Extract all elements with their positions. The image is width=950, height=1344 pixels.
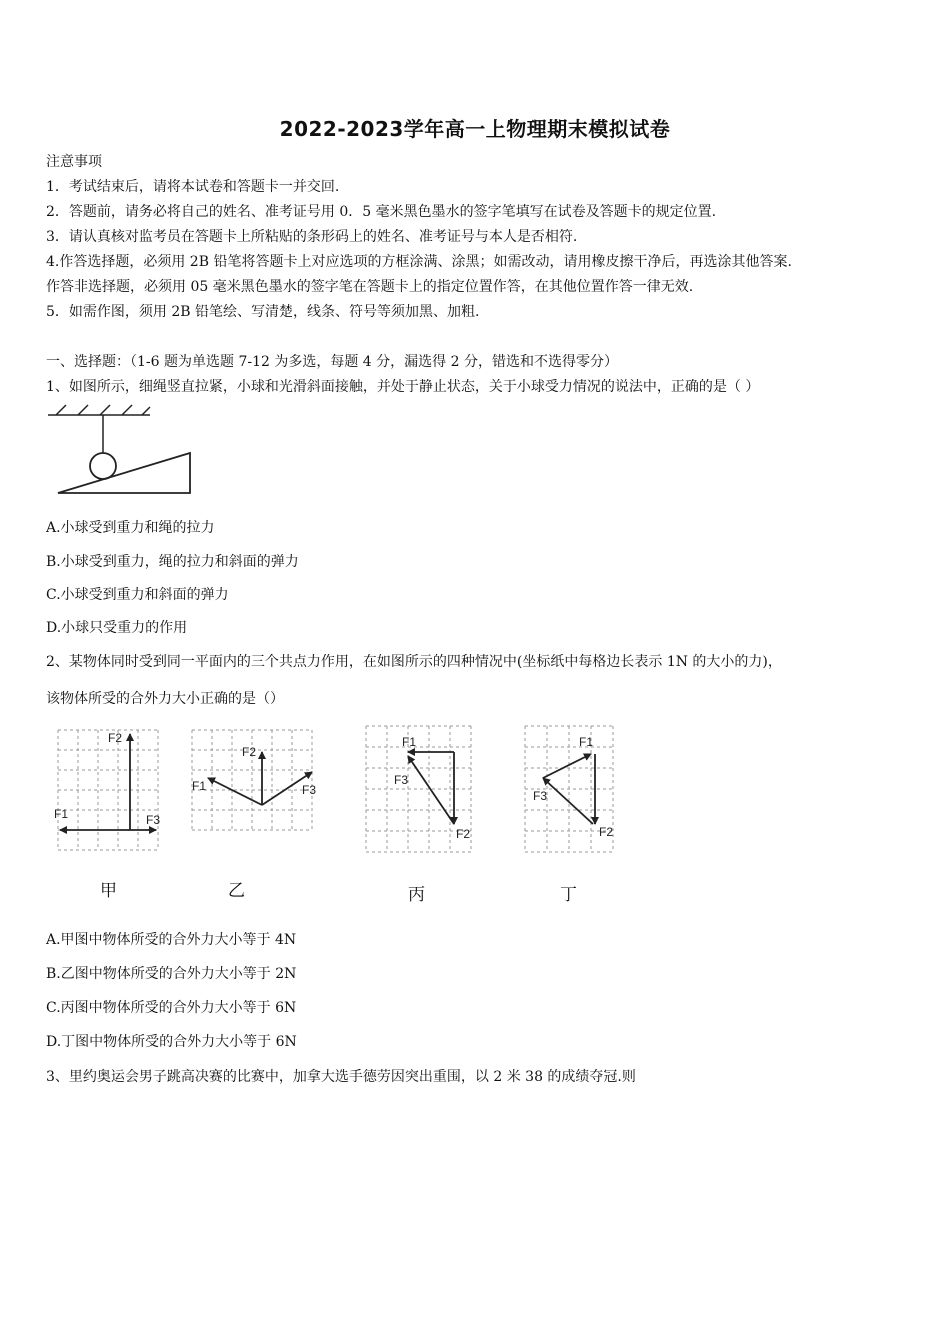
jia-f3-label: F3 xyxy=(146,813,161,827)
q2-option-a: A.甲图中物体所受的合外力大小等于 4N xyxy=(46,932,297,948)
q1-option-b: B.小球受到重力，绳的拉力和斜面的弹力 xyxy=(46,554,299,570)
figure-ding xyxy=(525,726,613,852)
jia-f2-label: F2 xyxy=(108,731,123,745)
q1-stem: 1、如图所示，细绳竖直拉紧，小球和光滑斜面接触，并处于静止状态，关于小球受力情况的说法中，正确的是（ ） xyxy=(46,379,760,395)
figure-label-bing: 丙 xyxy=(408,885,425,905)
yi-f3-label: F3 xyxy=(302,783,317,797)
grid-jia xyxy=(58,730,161,850)
q3-stem: 3、里约奥运会男子跳高决赛的比赛中，加拿大选手德劳因突出重围，以 2 米 38 的成绩夺冠.则 xyxy=(46,1069,636,1085)
q2-option-b: B.乙图中物体所受的合外力大小等于 2N xyxy=(46,966,297,982)
incline xyxy=(58,453,190,493)
q2-option-c: C.丙图中物体所受的合外力大小等于 6N xyxy=(46,1000,297,1016)
q2-stem-line1: 2、某物体同时受到同一平面内的三个共点力作用，在如图所示的四种情况中(坐标纸中每格边长表示 1N 的大小的力)， xyxy=(46,654,782,670)
q2-figures xyxy=(40,720,640,865)
notice-item-4-cont: 作答非选择题，必须用 05 毫米黑色墨水的签字笔在答题卡上的指定位置作答，在其他位置作答一律无效. xyxy=(46,279,694,295)
ceiling-hatch xyxy=(48,405,150,415)
bing-f3-label: F3 xyxy=(394,773,409,787)
q2-option-d: D.丁图中物体所受的合外力大小等于 6N xyxy=(46,1034,297,1050)
bing-f1-label: F1 xyxy=(402,735,417,749)
exam-title: 2022-2023学年高一上物理期末模拟试卷 xyxy=(279,117,671,141)
bing-f2-label: F2 xyxy=(456,827,471,841)
figure-label-yi: 乙 xyxy=(228,881,245,901)
ball xyxy=(90,453,116,479)
ding-f1-arrow xyxy=(543,754,591,778)
bing-f3-arrow xyxy=(408,756,454,824)
ding-f3-label: F3 xyxy=(533,789,548,803)
q1-figure xyxy=(44,403,204,503)
q1-option-c: C.小球受到重力和斜面的弹力 xyxy=(46,587,229,603)
notice-item-3: 3．请认真核对监考员在答题卡上所粘贴的条形码上的姓名、准考证号与本人是否相符. xyxy=(46,229,578,245)
yi-f2-label: F2 xyxy=(242,745,257,759)
figure-jia xyxy=(54,730,160,850)
figure-bing xyxy=(366,726,471,852)
section-heading: 一、选择题：（1-6 题为单选题 7-12 为多选，每题 4 分，漏选得 2 分，错选和不选得零分） xyxy=(46,354,618,370)
notice-heading: 注意事项 xyxy=(46,154,102,170)
notice-item-4: 4.作答选择题，必须用 2B 铅笔将答题卡上对应选项的方框涂满、涂黑；如需改动，请用橡皮擦干净后，再选涂其他答案. xyxy=(46,254,792,270)
figure-label-ding: 丁 xyxy=(560,885,577,905)
jia-f1-label: F1 xyxy=(54,807,69,821)
q1-option-a: A.小球受到重力和绳的拉力 xyxy=(46,520,215,536)
ding-f1-label: F1 xyxy=(579,735,594,749)
yi-f1-label: F1 xyxy=(192,779,207,793)
notice-item-1: 1．考试结束后，请将本试卷和答题卡一并交回. xyxy=(46,179,340,195)
figure-label-jia: 甲 xyxy=(100,881,117,901)
notice-item-5: 5．如需作图，须用 2B 铅笔绘、写清楚，线条、符号等须加黑、加粗. xyxy=(46,304,480,320)
yi-f1-arrow xyxy=(208,778,262,805)
figure-yi xyxy=(192,730,316,830)
ding-f2-label: F2 xyxy=(599,825,614,839)
notice-item-2: 2．答题前，请务必将自己的姓名、准考证号用 0．5 毫米黑色墨水的签字笔填写在试卷及答题卡的规定位置. xyxy=(46,204,717,220)
q2-stem-line2: 该物体所受的合外力大小正确的是（） xyxy=(46,691,284,707)
q1-option-d: D.小球只受重力的作用 xyxy=(46,620,188,636)
ding-f3-arrow xyxy=(543,778,593,824)
